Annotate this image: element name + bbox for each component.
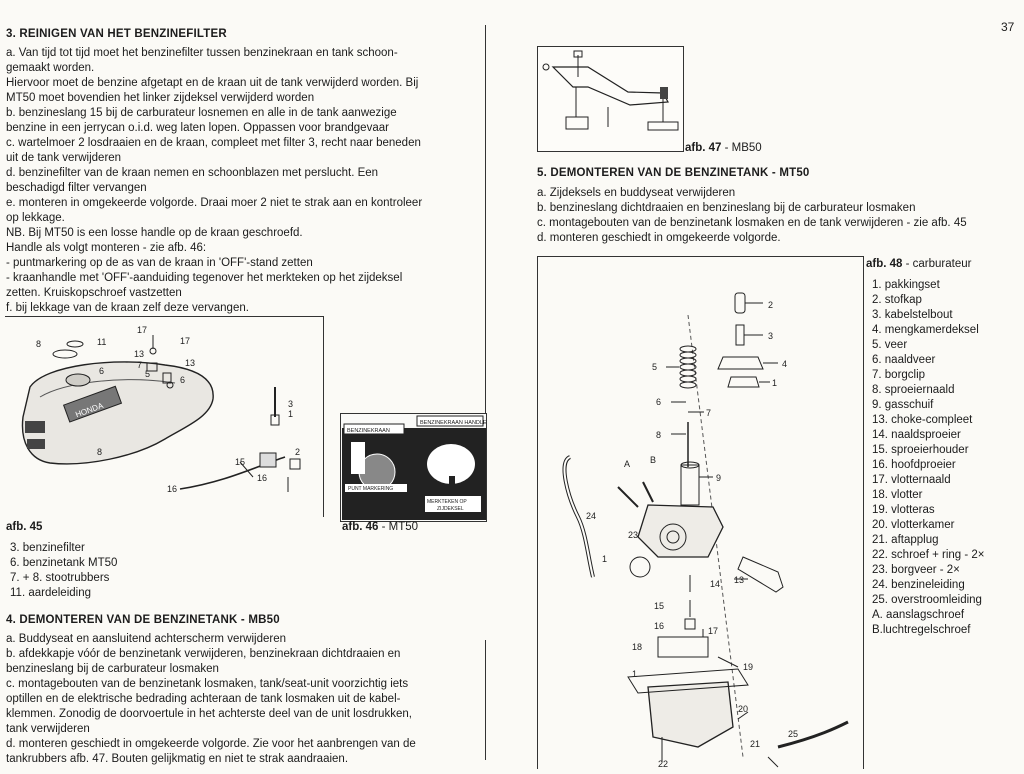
svg-text:17: 17 (137, 325, 148, 335)
figure-48-drawing (538, 257, 863, 769)
svg-text:HONDA: HONDA (74, 400, 105, 420)
figure-48-legend-item: 16. hoofdproeier (872, 459, 956, 471)
figure-45-frame (5, 316, 324, 517)
svg-text:4: 4 (782, 359, 788, 369)
figure-48-legend-item: 20. vlotterkamer (872, 519, 955, 531)
svg-text:A: A (624, 459, 631, 469)
svg-text:2: 2 (768, 300, 774, 310)
figure-48-legend-item: 7. borgclip (872, 369, 926, 381)
svg-text:17: 17 (180, 336, 191, 346)
svg-text:3: 3 (288, 399, 294, 409)
svg-text:BENZINEKRAAN: BENZINEKRAAN (347, 428, 390, 434)
section-3-line: benzine in een jerrycan o.i.d. weg laten lopen. Oppassen voor brandgevaar (6, 122, 389, 134)
section-3-title: 3. REINIGEN VAN HET BENZINEFILTER (6, 28, 227, 40)
figure-45-drawing (5, 317, 323, 517)
svg-text:19: 19 (743, 662, 754, 672)
svg-text:22: 22 (658, 759, 669, 769)
section-3-line: - puntmarkering op de as van de kraan in 'OFF'-stand zetten (6, 257, 313, 269)
svg-text:6: 6 (180, 375, 186, 385)
svg-text:2: 2 (295, 447, 301, 457)
section-5-line: b. benzineslang dichtdraaien en benzineslang bij de carburateur losmaken (537, 202, 916, 214)
section-3-line: Handle als volgt monteren - zie afb. 46: (6, 242, 207, 254)
section-3-line: - kraanhandle met 'OFF'-aanduiding tegenover het merkteken op het zijdeksel (6, 272, 403, 284)
svg-text:3: 3 (768, 331, 774, 341)
figure-45-legend-item: 7. + 8. stootrubbers (10, 572, 110, 584)
figure-48-legend-item: 14. naaldsproeier (872, 429, 961, 441)
figure-48-legend-item: 22. schroef + ring - 2× (872, 549, 985, 561)
figure-48-legend-item: 6. naaldveer (872, 354, 936, 366)
section-4-line: tankrubbers afb. 47. Bouten gelijkmatig en niet te strak aandraaien. (6, 753, 349, 765)
svg-text:16: 16 (654, 621, 665, 631)
section-3-line: zetten. Kruiskopschroef vastzetten (6, 287, 182, 299)
svg-text:MERKTEKEN OP: MERKTEKEN OP (427, 499, 467, 505)
figure-45-legend-item: 3. benzinefilter (10, 542, 85, 554)
section-4-line: benzineslang bij de carburateur losmaken (6, 663, 219, 675)
svg-text:20: 20 (738, 704, 749, 714)
svg-text:13: 13 (134, 349, 145, 359)
figure-45-caption: afb. 45 (6, 521, 43, 533)
svg-text:1: 1 (288, 409, 294, 419)
section-5-title: 5. DEMONTEREN VAN DE BENZINETANK - MT50 (537, 167, 810, 179)
fig45-callout: 8 (36, 339, 42, 349)
svg-text:1: 1 (602, 554, 608, 564)
figure-48-legend-item: 1. pakkingset (872, 279, 940, 291)
svg-text:1: 1 (772, 378, 778, 388)
svg-text:PUNT MARKERING: PUNT MARKERING (348, 486, 394, 492)
section-4-title: 4. DEMONTEREN VAN DE BENZINETANK - MB50 (6, 614, 280, 626)
svg-text:24: 24 (586, 511, 597, 521)
section-4-line: klemmen. Zonodig de doorvoertule in het achterste deel van de unit losdrukken, (6, 708, 412, 720)
section-3-line: d. benzinefilter van de kraan nemen en schoonblazen met perslucht. Een (6, 167, 379, 179)
section-4-line: d. monteren geschiedt in omgekeerde volgorde. Zie voor het aanbrengen van de (6, 738, 416, 750)
section-3-line: f. bij lekkage van de kraan zelf deze vervangen. (6, 302, 249, 314)
section-3-line: MT50 moet bovendien het linker zijdeksel verwijderd worden (6, 92, 315, 104)
figure-48-legend-item: 24. benzineleiding (872, 579, 965, 591)
figure-48-legend-item: 25. overstroomleiding (872, 594, 982, 606)
svg-text:23: 23 (628, 530, 639, 540)
figure-48-legend-item: A. aanslagschroef (872, 609, 965, 621)
section-5-line: d. monteren geschiedt in omgekeerde volgorde. (537, 232, 781, 244)
section-3-line: NB. Bij MT50 is een losse handle op de kraan geschroefd. (6, 227, 303, 239)
svg-text:5: 5 (652, 362, 658, 372)
svg-text:9: 9 (716, 473, 722, 483)
figure-47-frame (537, 46, 684, 152)
figure-47-drawing (538, 47, 683, 151)
svg-text:14: 14 (710, 579, 721, 589)
svg-text:16: 16 (257, 473, 268, 483)
section-3-line: e. monteren in omgekeerde volgorde. Draai moer 2 niet te strak aan en kontroleer (6, 197, 423, 209)
section-3-line: c. wartelmoer 2 losdraaien en de kraan, compleet met filter 3, recht naar beneden (6, 137, 421, 149)
figure-48-legend-item: 13. choke-compleet (872, 414, 973, 426)
svg-text:7: 7 (706, 408, 712, 418)
section-3-line: op lekkage. (6, 212, 65, 224)
section-3-line: beschadigd filter vervangen (6, 182, 147, 194)
figure-48-legend-item: 8. sproeiernaald (872, 384, 955, 396)
figure-48-legend-item: 5. veer (872, 339, 908, 351)
figure-46-caption: afb. 46 - MT50 (342, 521, 419, 533)
section-4-line: optillen en de elektrische bedrading achteraan de tank losmaken uit de kabel- (6, 693, 401, 705)
figure-46-frame (340, 413, 487, 522)
figure-48-legend-item: 21. aftapplug (872, 534, 939, 546)
section-3-line: a. Van tijd tot tijd moet het benzinefilter tussen benzinekraan en tank schoon- (6, 47, 398, 59)
figure-48-legend-item: 9. gasschuif (872, 399, 934, 411)
section-4-line: b. afdekkapje vóór de benzinetank verwijderen, benzinekraan dichtdraaien en (6, 648, 401, 660)
figure-48-frame (537, 256, 864, 769)
section-4-line: tank verwijderen (6, 723, 90, 735)
svg-text:6: 6 (99, 366, 105, 376)
svg-text:BENZINEKRAAN HANDLE: BENZINEKRAAN HANDLE (420, 420, 486, 426)
svg-text:1: 1 (632, 669, 638, 679)
section-4-line: a. Buddyseat en aansluitend achterscherm verwijderen (6, 633, 286, 645)
svg-text:8: 8 (97, 447, 103, 457)
svg-text:18: 18 (632, 642, 643, 652)
svg-text:13: 13 (185, 358, 196, 368)
svg-text:ZIJDEKSEL: ZIJDEKSEL (437, 506, 464, 512)
figure-48-legend-item: 3. kabelstelbout (872, 309, 953, 321)
figure-48-legend-item: B.luchtregelschroef (872, 624, 971, 636)
svg-text:6: 6 (656, 397, 662, 407)
figure-48-legend-item: 19. vlotteras (872, 504, 935, 516)
figure-46-drawing (341, 414, 486, 521)
figure-48-legend-item: 17. vlotternaald (872, 474, 951, 486)
page-number: 37 (1001, 20, 1015, 34)
figure-45-legend-item: 11. aardeleiding (10, 587, 91, 599)
svg-text:5: 5 (145, 369, 151, 379)
svg-text:15: 15 (235, 457, 246, 467)
figure-48-legend-item: 15. sproeierhouder (872, 444, 969, 456)
column-divider-lower (485, 640, 486, 760)
figure-48-legend-item: 4. mengkamerdeksel (872, 324, 979, 336)
svg-text:13: 13 (734, 575, 745, 585)
section-3-line: gemaakt worden. (6, 62, 95, 74)
section-5-line: c. montagebouten van de benzinetank losmaken en de tank verwijderen - zie afb. 45 (537, 217, 967, 229)
svg-text:15: 15 (654, 601, 665, 611)
figure-48-legend-item: 2. stofkap (872, 294, 922, 306)
svg-text:21: 21 (750, 739, 761, 749)
svg-text:11: 11 (97, 337, 107, 347)
svg-text:8: 8 (656, 430, 662, 440)
section-3-line: uit de tank verwijderen (6, 152, 122, 164)
figure-48-caption: afb. 48 - carburateur (866, 258, 972, 270)
figure-47-caption: afb. 47 - MB50 (685, 142, 762, 154)
svg-text:7: 7 (137, 360, 143, 370)
figure-48-legend-item: 23. borgveer - 2× (872, 564, 960, 576)
section-5-line: a. Zijdeksels en buddyseat verwijderen (537, 187, 736, 199)
svg-text:17: 17 (708, 626, 719, 636)
svg-text:B: B (650, 455, 657, 465)
figure-48-legend-item: 18. vlotter (872, 489, 923, 501)
svg-text:25: 25 (788, 729, 799, 739)
svg-text:16: 16 (167, 484, 178, 494)
section-3-line: Hiervoor moet de benzine afgetapt en de kraan uit de tank verwijderd worden. Bij (6, 77, 419, 89)
section-3-line: b. benzineslang 15 bij de carburateur losnemen en alle in de tank aanwezige (6, 107, 397, 119)
section-4-line: c. montagebouten van de benzinetank losmaken, tank/seat-unit voorzichtig iets (6, 678, 409, 690)
figure-45-legend-item: 6. benzinetank MT50 (10, 557, 118, 569)
